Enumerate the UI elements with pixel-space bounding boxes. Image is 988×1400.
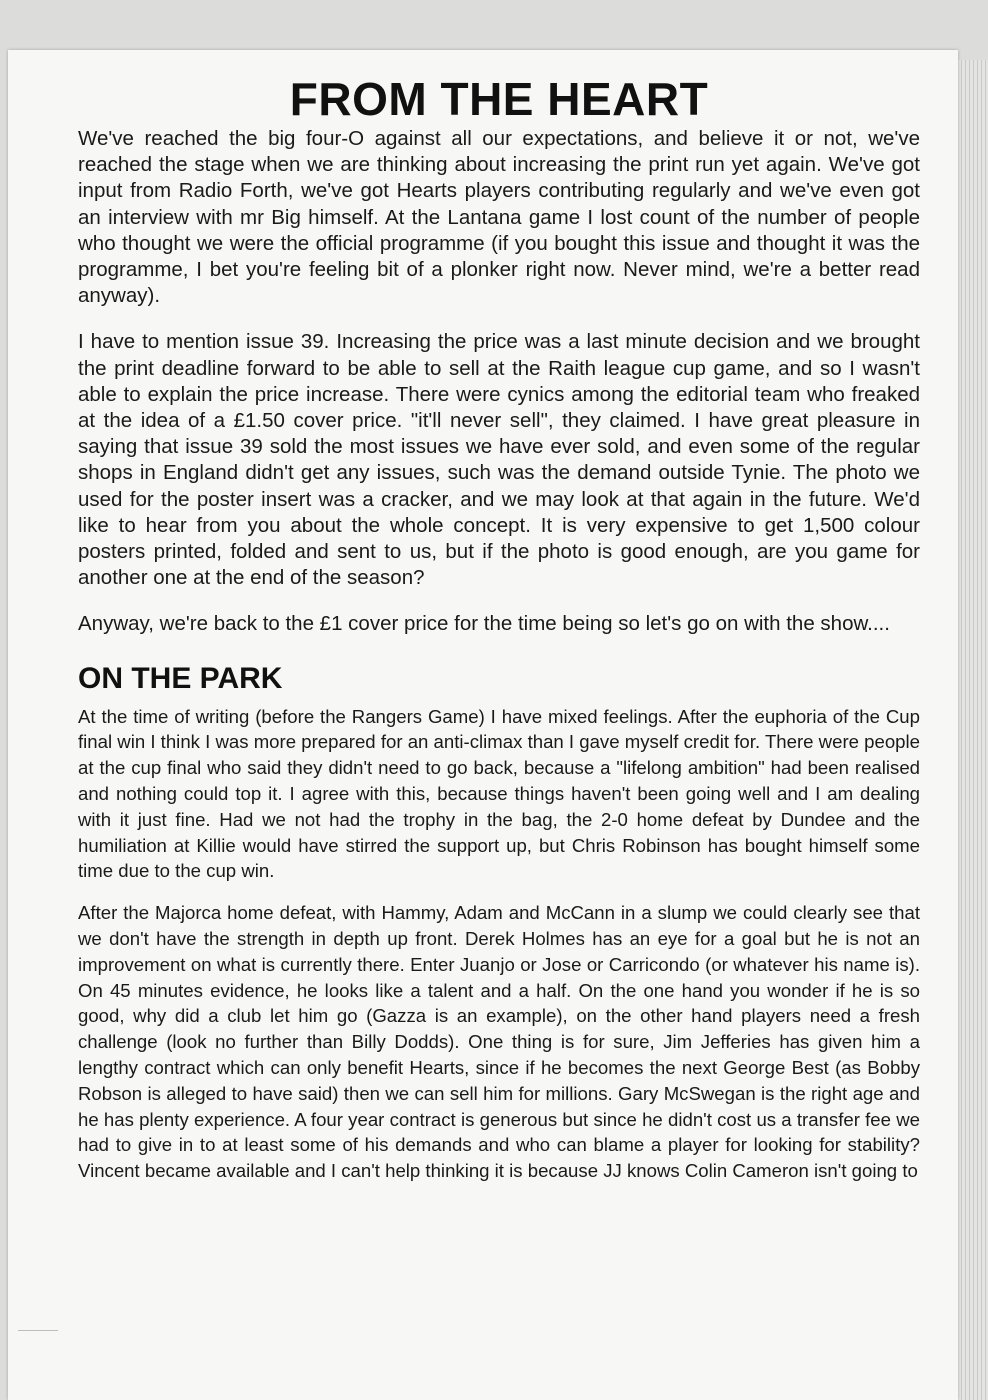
article-body [78, 72, 920, 1200]
intro-paragraph-1: We've reached the big four-O against all our expectations, and believe it or not, we've reached the stage when we are thinking about increasing the print run yet again. We've got input from Radio Forth, we've got Hearts players contributing regularly and we've even got an interview with mr Big himself. At the Lantana game I lost count of the number of people who thought we were the official programme (if you bought this issue and thought it was the programme, I bet you're feeling bit of a plonker right now. Never mind, we're a better read anyway). [78, 127, 920, 308]
section-heading-on-the-park: ON THE PARK [78, 661, 283, 695]
page-stack-edges [958, 60, 988, 1400]
park-paragraph-2: After the Majorca home defeat, with Hammy, Adam and McCann in a slump we could clearly see that we don't have the strength in depth up front. Derek Holmes has an eye for a goal but he is not an improvement on what is currently there. Enter Juanjo or Jose or Carricondo (or whatever his name is). On 45 minutes evidence, he looks like a talent and a half. On the one hand you wonder if he is so good, why did a club let him go (Gazza is an example), on the other hand players need a fresh challenge (look no further than Billy Dodds). One thing is for sure, Jim Jefferies has given him a lengthy contract which can only benefit Hearts, since if he becomes the next George Best (as Bobby Robson is alleged to have said) then we can sell him for millions. Gary McSwegan is the right age and he has plenty experience. A four year contract is generous but since he didn't cost us a transfer fee we had to give in to at least some of his demands and who can blame a player for looking for stability? Vincent became available and I can't help thinking it is because JJ knows Colin Cameron isn't going to [78, 902, 920, 1182]
article-title: FROM THE HEART [289, 73, 709, 125]
margin-mark [18, 1330, 58, 1331]
park-paragraph-1: At the time of writing (before the Rangers Game) I have mixed feelings. After the euphoria of the Cup final win I think I was more prepared for an anti-climax than I gave myself credit for. There were people at the cup final who said they didn't need to go back, because a "lifelong ambition" had been realised and nothing could top it. I agree with this, because things haven't been going well and I am dealing with it just fine. Had we not had the trophy in the bag, the 2-0 home defeat by Dundee and the humiliation at Killie would have stirred the support up, but Chris Robinson has bought himself some time due to the cup win. [78, 705, 920, 882]
intro-paragraph-2: I have to mention issue 39. Increasing the price was a last minute decision and we brought the print deadline forward to be able to sell at the Raith league cup game, and so I wasn't able to explain the price increase. There were cynics among the editorial team who freaked at the idea of a £1.50 cover price. "it'll never sell", they claimed. I have great pleasure in saying that issue 39 sold the most issues we have ever sold, and even some of the regular shops in England didn't get any issues, such was the demand outside Tynie. The photo we used for the poster insert was a cracker, and we may look at that again in the future. We'd like to hear from you about the whole concept. It is very expensive to get 1,500 colour posters printed, folded and sent to us, but if the photo is good enough, are you game for another one at the end of the season? [78, 330, 920, 590]
intro-paragraph-3: Anyway, we're back to the £1 cover price for the time being so let's go on with the show.... [78, 612, 890, 636]
